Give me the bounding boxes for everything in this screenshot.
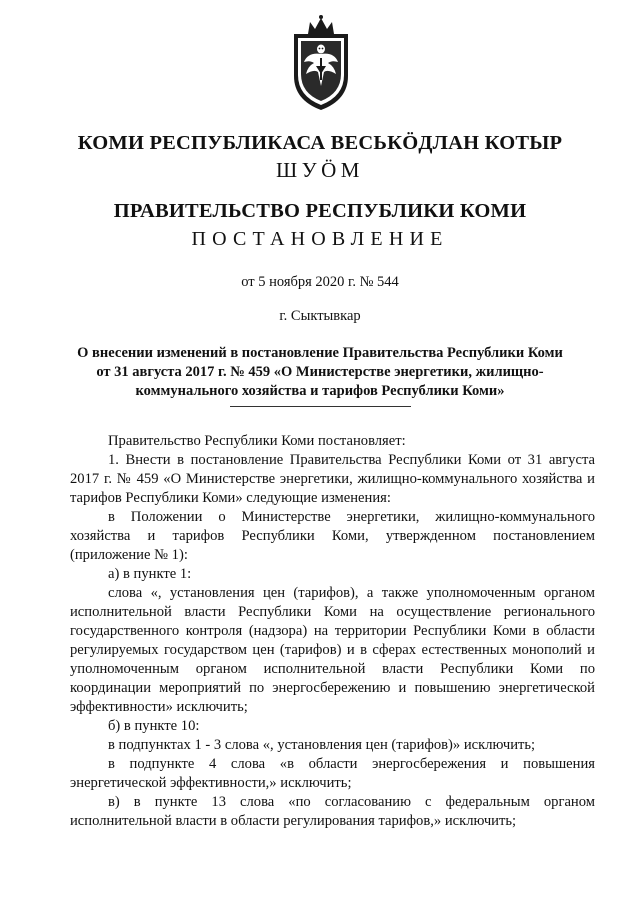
- document-city: г. Сыктывкар: [279, 308, 361, 324]
- title-divider: [230, 406, 411, 407]
- body-paragraph: в подпункте 4 слова «в области энергосбережения и повышения энергетической эффективности,» исключить;: [70, 756, 595, 791]
- body-paragraph: б) в пункте 10:: [108, 718, 200, 734]
- body-paragraph: в) в пункте 13 слова «по согласованию с федеральным органом исполнительной власти в области регулирования тарифов,» исключить;: [70, 794, 595, 829]
- body-paragraph: 1. Внести в постановление Правительства Республики Коми от 31 августа 2017 г. № 459 «О Министерстве энергетики, жилищно-коммунального хозяйства и тарифов Республики Коми» следующие изменения:: [70, 452, 595, 506]
- document-body: [70, 432, 595, 831]
- header-doc-type: ПОСТАНОВЛЕНИЕ: [191, 228, 449, 250]
- title-line: коммунального хозяйства и тарифов Республики Коми»: [135, 383, 505, 399]
- body-paragraph: в Положении о Министерстве энергетики, жилищно-коммунального хозяйства и тарифов Республики Коми, утвержденном постановлением (приложение № 1):: [70, 509, 595, 563]
- header-komi-doc-type: ШУӦМ: [276, 158, 364, 182]
- coat-of-arms-icon: [288, 14, 354, 112]
- document-title: [0, 344, 640, 401]
- header-government: ПРАВИТЕЛЬСТВО РЕСПУБЛИКИ КОМИ: [113, 200, 527, 222]
- document-date-number: от 5 ноября 2020 г. № 544: [241, 274, 399, 290]
- header-komi-line: КОМИ РЕСПУБЛИКАСА ВЕСЬКӦДЛАН КОТЫР: [77, 132, 563, 154]
- body-paragraph: а) в пункте 1:: [108, 566, 192, 582]
- title-line: от 31 августа 2017 г. № 459 «О Министерстве энергетики, жилищно-: [96, 364, 544, 380]
- title-line: О внесении изменений в постановление Правительства Республики Коми: [77, 345, 563, 361]
- body-paragraph: слова «, установления цен (тарифов), а также уполномоченным органом исполнительной власти Республики Коми на осуществление регионального государственного контроля (надзора) на территории Республики Коми в области регулируемых государством цен (тарифов) и в сферах естественных монополий и уполномоченным органом исполнительной власти Республики Коми по координации мероприятий по энергосбережению и повышению энергетической эффективности» исключить;: [70, 585, 595, 715]
- body-paragraph: Правительство Республики Коми постановляет:: [108, 433, 406, 449]
- body-paragraph: в подпунктах 1 - 3 слова «, установления цен (тарифов)» исключить;: [108, 737, 536, 753]
